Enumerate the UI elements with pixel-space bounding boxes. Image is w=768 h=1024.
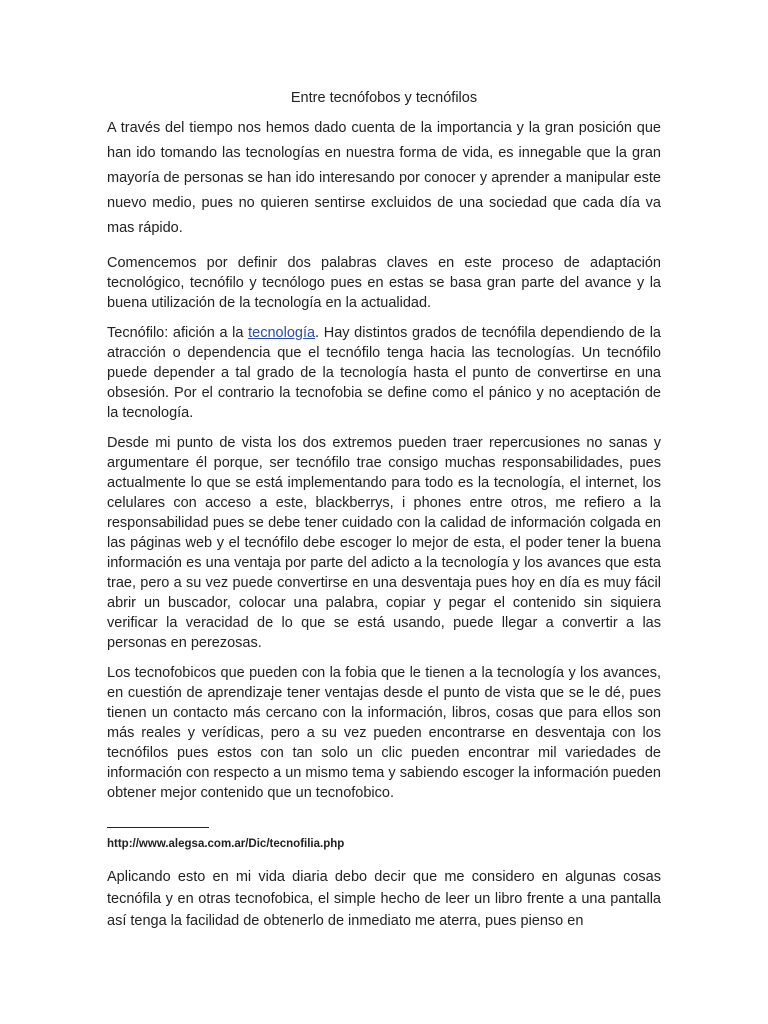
paragraph-tecnofobicos: Los tecnofobicos que pueden con la fobia que le tienen a la tecnología y los avances, en cuestión de aprendizaje tener ventajas desde el punto de vista que se le dé, pues tienen un contacto más cercano con la información, libros, cosas que para ellos son más reales y verídicas, pero a su vez pueden encontrarse en desventaja con los tecnófilos pues estos con tan solo un clic pueden encontrar mil variedades de información con respecto a un mismo tema y sabiendo escoger la información pueden obtener mejor contenido que un tecnofobico. [107,665,661,801]
paragraph-tecnofilo [107,323,661,423]
tecnologia-link[interactable]: tecnología [248,325,316,341]
paragraph-tecnofilo-end: . Hay distintos grados de tecnófila dependiendo de la atracción o dependencia que el tecnófilo tenga hacia las tecnologías. Un tecnófilo puede depender a tal grado de la tecnología hasta el punto de convertirse en una obsesión. Por el contrario la tecnofobia se define como el pánico y no aceptación de la tecnología. [107,325,661,421]
footnote-url: http://www.alegsa.com.ar/Dic/tecnofilia.php [107,838,345,850]
paragraph-intro: A través del tiempo nos hemos dado cuenta de la importancia y la gran posición que han ido tomando las tecnologías en nuestra forma de vida, es innegable que la gran mayoría de personas se han ido interesando por conocer y aprender a manipular este nuevo medio, pues no quieren sentirse excluidos de una sociedad que cada día va mas rápido. [107,120,661,236]
document-title: Entre tecnófobos y tecnófilos [290,90,478,106]
paragraph-tecnofilo-start: Tecnófilo: afición a la [107,325,249,341]
paragraph-opinion: Desde mi punto de vista los dos extremos pueden traer repercusiones no sanas y argumentare él porque, ser tecnófilo trae consigo muchas responsabilidades, pues actualmente lo que se está implementando para todo es la tecnología, el internet, los celulares con acceso a este, blackberrys, i phones entre otros, me refiero a la responsabilidad pues se debe tener cuidado con la calidad de información colgada en las páginas web y el tecnófilo debe escoger lo mejor de esta, el poder tener la buena información es una ventaja por parte del adicto a la tecnología y los avances que esta trae, pero a su vez puede convertirse en una desventaja pues hoy en día es muy fácil abrir un buscador, colocar una palabra, copiar y pegar el contenido sin siquiera verificar la veracidad de lo que se está usando, puede llegar a convertir a las personas en perezosas. [107,435,661,651]
footnote-separator [107,827,209,828]
paragraph-personal: Aplicando esto en mi vida diaria debo decir que me considero en algunas cosas tecnófila y en otras tecnofobica, el simple hecho de leer un libro frente a una pantalla así tenga la facilidad de obtenerlo de inmediato me aterra, pues pienso en [107,869,661,929]
document-page [107,88,661,942]
paragraph-definitions: Comencemos por definir dos palabras claves en este proceso de adaptación tecnológico, tecnófilo y tecnólogo pues en estas se basa gran parte del avance y la buena utilización de la tecnología en la actualidad. [107,255,661,311]
